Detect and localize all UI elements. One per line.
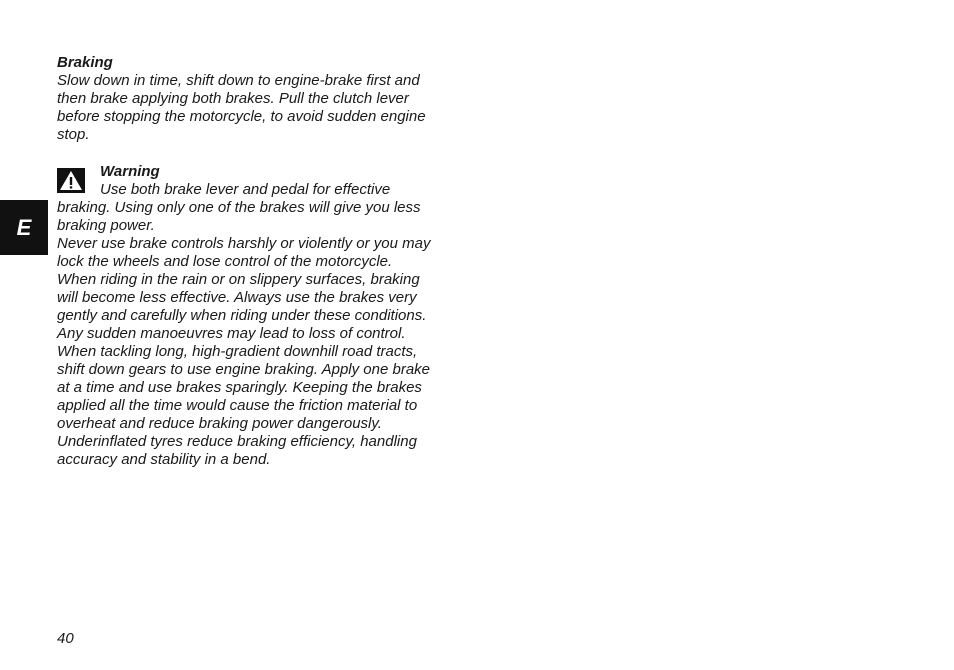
braking-heading: Braking xyxy=(57,54,113,71)
warning-paragraph xyxy=(57,181,467,469)
warning-line: will become less effective. Always use the brakes very xyxy=(57,289,417,306)
warning-line: braking power. xyxy=(57,217,155,234)
warning-line: Use both brake lever and pedal for effective xyxy=(100,181,391,198)
warning-line: Underinflated tyres reduce braking efficiency, handling xyxy=(57,433,417,450)
warning-line: Never use brake controls harshly or violently or you may xyxy=(57,235,431,252)
warning-line: accuracy and stability in a bend. xyxy=(57,451,271,468)
warning-line: applied all the time would cause the friction material to xyxy=(57,397,418,414)
braking-line: stop. xyxy=(57,126,90,143)
warning-title: Warning xyxy=(100,163,160,180)
warning-line: lock the wheels and lose control of the motorcycle. xyxy=(57,253,393,270)
braking-line: then brake applying both brakes. Pull the clutch lever xyxy=(57,90,409,107)
braking-line: Slow down in time, shift down to engine-brake first and xyxy=(57,72,420,89)
warning-line: When tackling long, high-gradient downhill road tracts, xyxy=(57,343,418,360)
warning-line: shift down gears to use engine braking. Apply one brake xyxy=(57,361,431,378)
warning-line: at a time and use brakes sparingly. Keeping the brakes xyxy=(57,379,422,396)
warning-line: gently and carefully when riding under these conditions. xyxy=(57,307,427,324)
warning-line: Any sudden manoeuvres may lead to loss of control. xyxy=(57,325,406,342)
warning-line: When riding in the rain or on slippery surfaces, braking xyxy=(57,271,420,288)
warning-line: braking. Using only one of the brakes will give you less xyxy=(57,199,421,216)
page-number: 40 xyxy=(57,630,74,647)
braking-paragraph xyxy=(57,72,467,144)
warning-line: overheat and reduce braking power dangerously. xyxy=(57,415,382,432)
braking-line: before stopping the motorcycle, to avoid sudden engine xyxy=(57,108,426,125)
section-tab-marker: E xyxy=(0,200,48,255)
